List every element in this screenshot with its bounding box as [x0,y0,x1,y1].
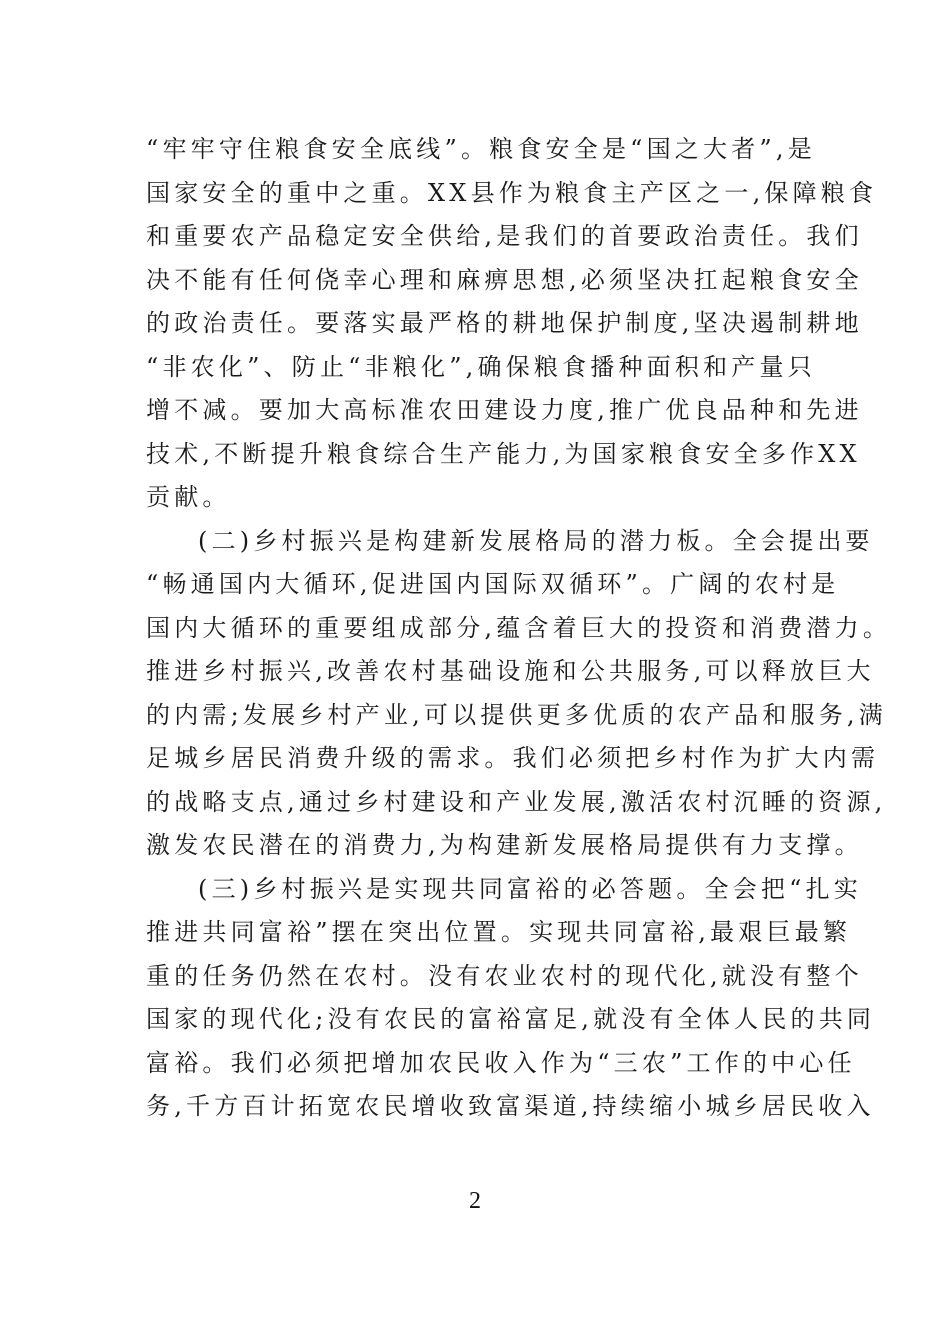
text-line: “畅通国内大循环,促进国内国际双循环”。广阔的农村是 [146,570,840,598]
text-line: 技术,不断提升粮食综合生产能力,为国家粮食安全多作XX [146,439,861,468]
text-line: 和重要农产品稳定安全供给,是我们的首要政治责任。我们 [146,222,863,250]
text-line: 推进乡村振兴,改善农村基础设施和公共服务,可以释放巨大 [146,657,875,685]
text-line: 贡献。 [146,483,231,511]
text-line: 增不减。要加大高标准农田建设力度,推广优良品种和先进 [146,396,863,424]
text-line: 足城乡居民消费升级的需求。我们必须把乡村作为扩大内需 [146,744,880,772]
text-line: 务,千方百计拓宽农民增收致富渠道,持续缩小城乡居民收入 [146,1092,875,1120]
text-line: 的战略支点,通过乡村建设和产业发展,激活农村沉睡的资源, [146,787,887,816]
text-line: 富裕。我们必须把增加农民收入作为“三农”工作的中心任 [146,1048,856,1077]
text-line: 国内大循环的重要组成部分,蕴含着巨大的投资和消费潜力。 [146,613,892,642]
text-line: 的内需;发展乡村产业,可以提供更多优质的农产品和服务,满 [146,700,887,729]
text-line: 的政治责任。要落实最严格的耕地保护制度,坚决遏制耕地 [146,309,863,337]
page-number: 2 [469,1188,481,1214]
text-line: 国家安全的重中之重。XX县作为粮食主产区之一,保障粮食 [146,178,878,207]
section-heading-3: (三)乡村振兴是实现共同富裕的必答题。全会把“扎实 [198,874,862,903]
text-line: “非农化”、防止“非粮化”,确保粮食播种面积和产量只 [146,352,816,381]
text-line: 决不能有任何侥幸心理和麻痹思想,必须坚决扛起粮食安全 [146,265,863,294]
text-line: 国家的现代化;没有农民的富裕富足,就没有全体人民的共同 [146,1005,876,1033]
text-line: 重的任务仍然在农村。没有农业农村的现代化,就没有整个 [146,961,863,990]
text-line: 激发农民潜在的消费力,为构建新发展格局提供有力支撑。 [146,831,863,859]
text-line: “牢牢守住粮食安全底线”。粮食安全是“国之大者”,是 [146,135,816,163]
text-line: 推进共同富裕”摆在突出位置。实现共同富裕,最艰巨最繁 [146,918,852,946]
section-heading-2: (二)乡村振兴是构建新发展格局的潜力板。全会提出要 [198,526,874,555]
body-text [146,128,892,1129]
